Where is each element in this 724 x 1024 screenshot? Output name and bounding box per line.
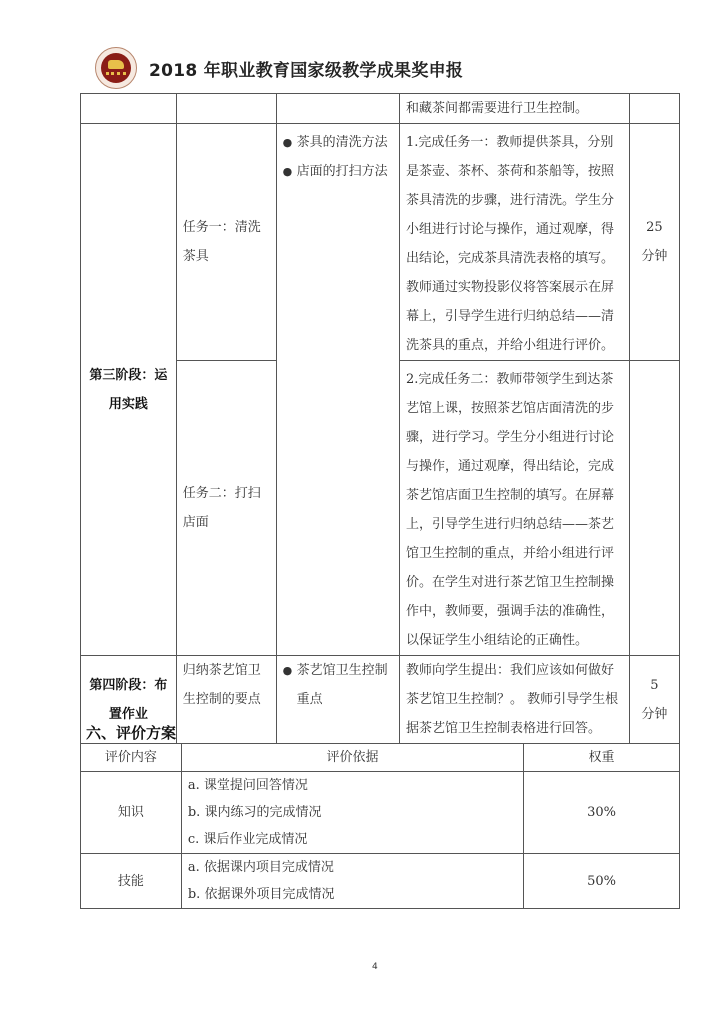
horse-icon xyxy=(108,60,124,69)
table-row xyxy=(81,772,680,854)
stage-cell: 第三阶段：运用实践 xyxy=(81,124,177,656)
bullet-item: ● 茶具的清洗方法 xyxy=(277,128,399,157)
basis-cell xyxy=(181,772,523,854)
basis-item: b. 课内练习的完成情况 xyxy=(187,805,322,820)
weight-cell: 50% xyxy=(524,854,680,909)
bullet-icon: ● xyxy=(282,136,293,149)
duration-cell: 5 分钟 xyxy=(629,656,679,744)
evaluation-table xyxy=(80,743,680,909)
header-content: 评价内容 xyxy=(81,744,182,772)
bullet-icon: ● xyxy=(282,664,293,677)
stage-cell: 第四阶段：布置作业 xyxy=(81,656,177,744)
section-heading: 六、评价方案 xyxy=(86,724,177,742)
table-row-continuation xyxy=(81,94,680,124)
task-cell: 任务一：清洗茶具 xyxy=(176,124,276,361)
table-row-stage3-task1 xyxy=(81,124,680,361)
content-cell: 知识 xyxy=(81,772,182,854)
page-header xyxy=(95,46,463,90)
basis-item: b. 依据课外项目完成情况 xyxy=(187,887,335,902)
method-cell: 2.完成任务二：教师带领学生到达茶艺馆上课，按照茶艺馆店面清洗的步骤，进行学习。学生分小组进行讨论与操作，通过观摩，得出结论，完成茶艺馆店面卫生控制的填写。在屏幕上，引导学生进行归纳总结——茶艺馆卫生控制的重点，并给小组进行评价。在学生对进行茶艺馆卫生控制操作中，教师要，强调手法的准确性，以保证学生小组结论的正确性。 xyxy=(399,361,629,656)
table-header-row xyxy=(81,744,680,772)
lesson-plan-table xyxy=(80,93,680,744)
basis-item: a. 课堂提问回答情况 xyxy=(187,778,308,793)
school-seal-logo-icon xyxy=(95,47,137,89)
content-cell: 技能 xyxy=(81,854,182,909)
task-cell: 任务二：打扫店面 xyxy=(176,361,276,656)
basis-item: c. 课后作业完成情况 xyxy=(187,832,308,847)
document-title: 2018 年职业教育国家级教学成果奖申报 xyxy=(149,60,464,81)
duration-cell: 25 分钟 xyxy=(629,124,679,361)
table-row xyxy=(81,854,680,909)
bullet-item: ● 茶艺馆卫生控制重点 xyxy=(277,656,399,714)
weight-cell: 30% xyxy=(524,772,680,854)
method-cell: 教师向学生提出：我们应该如何做好茶艺馆卫生控制？。 教师引导学生根据茶艺馆卫生控制表格进行回答。 xyxy=(399,656,629,744)
page-number: 4 xyxy=(372,962,378,972)
key-points-cell xyxy=(276,124,399,656)
basis-item: a. 依据课内项目完成情况 xyxy=(187,860,334,875)
header-weight: 权重 xyxy=(524,744,680,772)
bullet-item: ● 店面的打扫方法 xyxy=(277,157,399,186)
method-cell: 和藏茶间都需要进行卫生控制。 xyxy=(399,94,629,124)
header-basis: 评价依据 xyxy=(181,744,523,772)
method-cell: 1.完成任务一：教师提供茶具，分别是茶壶、茶杯、茶荷和茶船等，按照茶具清洗的步骤，进行清洗。学生分小组进行讨论与操作，通过观摩，得出结论，完成茶具清洗表格的填写。教师通过实物投影仪将答案展示在屏幕上，引导学生进行归纳总结——清洗茶具的重点，并给小组进行评价。 xyxy=(399,124,629,361)
bullet-icon: ● xyxy=(282,165,293,178)
stars-icon xyxy=(106,72,126,78)
key-points-cell xyxy=(276,656,399,744)
basis-cell xyxy=(181,854,523,909)
task-cell: 归纳茶艺馆卫生控制的要点 xyxy=(176,656,276,744)
